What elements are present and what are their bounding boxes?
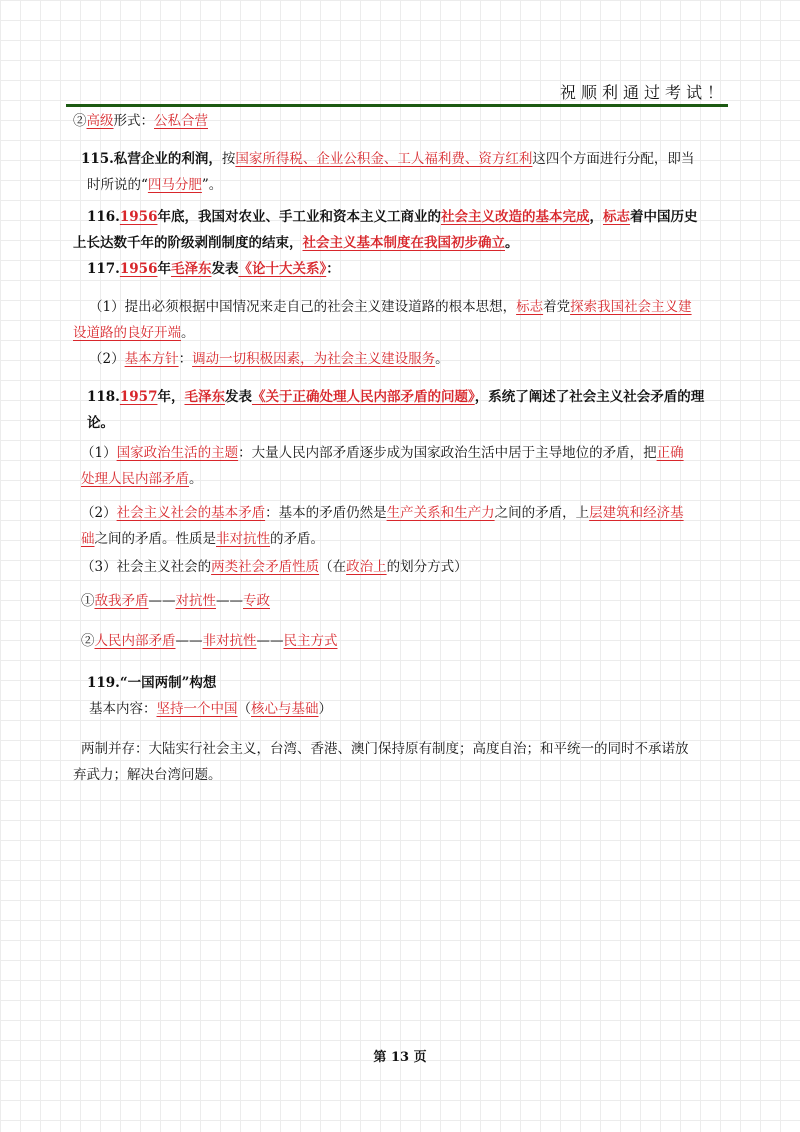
item-119 [73,670,713,696]
header-slogan: 祝顺利通过考试！ [559,83,728,102]
text: 两制并存：大陆实行社会主义，台湾、香港、澳门保持原有制度；高度自治；和平统一的同时不承诺放 [81,741,689,757]
text: 时所说的“ [87,177,148,193]
highlight-text: 社会主义基本制度在我国初步确立 [302,235,505,251]
item-117-2 [73,346,713,372]
highlight-text: 人民内部矛盾 [94,633,176,649]
highlight-text: 国家所得税、企业公积金、工人福利费、资方红利 [235,151,533,167]
item-title: 119.“一国两制”构想 [87,675,217,691]
text: ，系统了阐述了社会主义社会矛盾的理论。 [87,389,705,431]
page-content [73,108,713,788]
highlight-text: 四马分肥 [147,177,202,193]
item-title: 115.私营企业的利润， [81,151,222,167]
item-116 [73,204,713,256]
text: ”。 [201,177,223,193]
text: 这四个方面进行分配，即当 [532,151,695,167]
highlight-text: 非对抗性 [216,531,270,547]
item-115 [73,146,713,198]
highlight-year: 1956 [119,261,158,277]
text: 。 [435,351,449,367]
text: —— [216,593,243,609]
highlight-text: 非对抗性 [202,633,257,649]
text: 之间的矛盾。性质是 [94,531,216,547]
header-divider [66,104,728,107]
highlight-text: 两类社会矛盾性质 [211,559,320,575]
highlight-text: 高级 [86,113,114,129]
text: 的划分方式） [386,559,468,575]
item-118 [73,384,713,436]
text: （2） [89,351,125,367]
item-118-2 [73,500,713,552]
highlight-text: 调动一切积极因素，为社会主义建设服务 [192,351,436,367]
highlight-text: 民主方式 [283,633,338,649]
item-119-1 [73,696,713,722]
highlight-text: 社会主义社会的基本矛盾 [116,505,266,521]
highlight-text: 坚持一个中国 [156,701,238,717]
text: ： [326,261,340,277]
text: 的矛盾。 [270,531,324,547]
text: 基本内容： [89,701,157,717]
text: （3）社会主义社会的 [81,559,212,575]
item-p1 [73,108,713,134]
highlight-text: 《关于正确处理人民内部矛盾的问题》 [251,389,475,405]
text: 着党 [543,299,571,315]
highlight-text: 毛泽东 [184,389,225,405]
highlight-year: 1957 [119,389,158,405]
text: ：基本的矛盾仍然是 [265,505,387,521]
text: ② [73,113,87,129]
text: ：大量人民内部矛盾逐步成为国家政治生活中居于主导地位的矛盾，把 [238,445,657,461]
highlight-text: 政治上 [346,559,387,575]
highlight-text: 标志 [602,209,630,225]
text: —— [148,593,176,609]
item-117 [73,256,713,282]
highlight-text: 敌我矛盾 [94,593,149,609]
text: 发表 [224,389,252,405]
text: 按 [221,151,236,167]
highlight-text: 对抗性 [175,593,216,609]
text: —— [175,633,203,649]
item-118-4 [73,588,713,614]
text: （在 [319,559,347,575]
item-118-5 [73,628,713,654]
text: —— [256,633,284,649]
highlight-text: 核心与基础 [251,701,319,717]
highlight-text: 毛泽东 [170,261,212,277]
item-119-2 [73,736,713,788]
text: ， [589,209,603,225]
highlight-text: 社会主义改造的基本完成 [440,209,590,225]
text: ② [81,633,95,649]
highlight-text: 标志 [516,299,544,315]
item-number: 117. [87,261,120,277]
text: 弃武力；解决台湾问题。 [73,767,222,783]
highlight-text: 《论十大关系》 [238,261,327,277]
text: 。 [181,325,195,341]
text: 年底，我国对农业、手工业和资本主义工商业的 [157,209,441,225]
item-number: 116. [87,209,120,225]
text: ） [318,701,332,717]
item-number: 118. [87,389,120,405]
text: 着中国历史 [629,209,698,225]
text: （1） [81,445,117,461]
highlight-year: 1956 [119,209,158,225]
text: 上长达数千年的阶级剥削制度的结束， [73,235,303,251]
text: （ [237,701,251,717]
text: 形式： [113,113,154,129]
text: （2） [81,505,117,521]
text: 。 [189,471,203,487]
text: 年 [157,261,171,277]
highlight-text: 正确 [656,445,684,461]
text: ： [178,351,193,367]
text: 发表 [211,261,239,277]
highlight-text: 公私合营 [154,113,208,129]
text: （1）提出必须根据中国情况来走自己的社会主义建设道路的根本思想， [89,299,517,315]
text: ① [81,593,95,609]
highlight-text: 探索我国社会主义建 [570,299,692,315]
text: 年， [157,389,185,405]
item-118-3 [73,554,713,580]
highlight-text: 处理人民内部矛盾 [81,471,189,487]
item-118-1 [73,440,713,492]
highlight-text: 层建筑和经济基 [589,505,684,521]
text: 。 [505,235,519,251]
highlight-text: 专政 [243,593,270,609]
highlight-text: 国家政治生活的主题 [116,445,239,461]
highlight-text: 生产关系和生产力 [386,505,495,521]
text: 之间的矛盾，上 [494,505,590,521]
page-number: 第 13 页 [373,1050,427,1065]
highlight-text: 基本方针 [124,351,179,367]
highlight-text: 础 [81,531,95,547]
item-117-1 [73,294,713,346]
highlight-text: 设道路的良好开端 [73,325,181,341]
